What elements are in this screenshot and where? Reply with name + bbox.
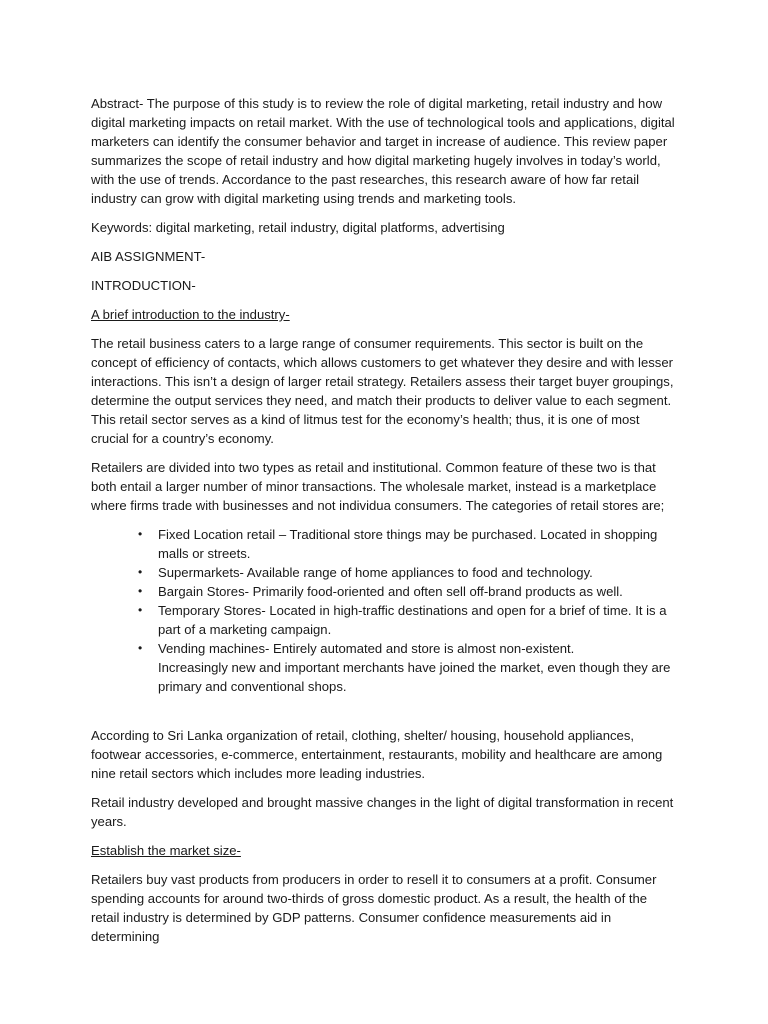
section-heading-industry: A brief introduction to the industry- [91, 307, 290, 322]
bullet-icon: • [138, 584, 143, 598]
introduction-label: INTRODUCTION- [91, 278, 196, 293]
section-heading-market-size: Establish the market size- [91, 843, 241, 858]
list-item-text: Temporary Stores- Located in high-traffic destinations and open for a brief of time. It is a part of a marketing campaign. [158, 603, 667, 637]
list-item [138, 582, 679, 601]
list-continuation-text: Increasingly new and important merchants have joined the market, even though they are primary and conventional shops. [158, 660, 671, 694]
sri-lanka-sectors-paragraph: According to Sri Lanka organization of retail, clothing, shelter/ housing, household appliances, footwear accessories, e-commerce, entertainment, restaurants, mobility and healthcare are among nine retail sectors which includes more leading industries. [91, 728, 663, 781]
industry-paragraph: The retail business caters to a large range of consumer requirements. This sector is built on the concept of efficiency of contacts, which allows customers to get whatever they desire and with lesser interactions. This isn’t a design of larger retail strategy. Retailers assess their target buyer groupings, determine the output services they need, and match their products to deliver value to each segment. This retail sector serves as a kind of litmus test for the economy’s health; thus, it is one of most crucial for a country’s economy. [91, 336, 674, 446]
list-item-text: Supermarkets- Available range of home appliances to food and technology. [158, 565, 593, 580]
bullet-icon: • [138, 565, 143, 579]
abstract-paragraph: Abstract- The purpose of this study is to review the role of digital marketing, retail industry and how digital marketing impacts on retail market. With the use of technological tools and applications, digital marketers can identify the consumer behavior and target in increase of audience. This review paper summarizes the scope of retail industry and how digital marketing hugely involves in today’s world, with the use of trends. Accordance to the past researches, this research aware of how far retail industry can grow with digital marketing using trends and marketing tools. [91, 96, 675, 206]
list-item-text: Fixed Location retail – Traditional store things may be purchased. Located in shopping malls or streets. [158, 527, 658, 561]
bullet-icon: • [138, 641, 143, 655]
market-size-paragraph: Retailers buy vast products from producers in order to resell it to consumers at a profit. Consumer spending accounts for around two-thirds of gross domestic product. As a result, the health of the retail industry is determined by GDP patterns. Consumer confidence measurements aid in determining [91, 872, 657, 944]
list-item [138, 525, 679, 563]
assignment-label: AIB ASSIGNMENT- [91, 249, 206, 264]
list-item [138, 601, 679, 639]
list-item-text: Vending machines- Entirely automated and store is almost non-existent. [158, 641, 575, 656]
spacer [91, 696, 679, 726]
document-body [91, 94, 679, 956]
list-item [138, 639, 679, 658]
bullet-icon: • [138, 527, 143, 541]
retail-store-categories-list [91, 525, 679, 658]
list-item-text: Bargain Stores- Primarily food-oriented and often sell off-brand products as well. [158, 584, 623, 599]
keywords-paragraph: Keywords: digital marketing, retail industry, digital platforms, advertising [91, 220, 505, 235]
list-item [138, 563, 679, 582]
retailer-types-paragraph: Retailers are divided into two types as retail and institutional. Common feature of these two is that both entail a larger number of minor transactions. The wholesale market, instead is a marketplace where firms trade with businesses and not individua consumers. The categories of retail stores are; [91, 460, 665, 513]
bullet-icon: • [138, 603, 143, 617]
digital-transformation-paragraph: Retail industry developed and brought massive changes in the light of digital transformation in recent years. [91, 795, 674, 829]
